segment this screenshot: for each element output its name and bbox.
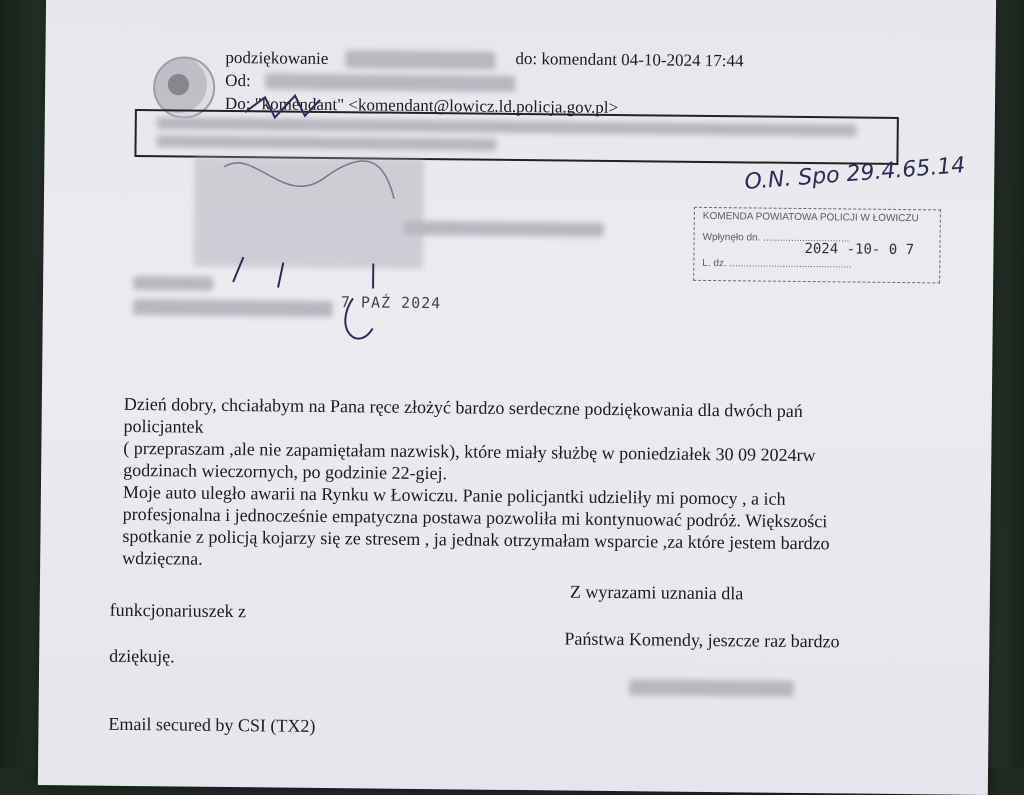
to-line: Do: "komendant" <komendant@lowicz.ld.policja.gov.pl> bbox=[224, 93, 619, 118]
handwritten-scribble bbox=[182, 87, 465, 360]
closing-right-2: Państwa Komendy, jeszcze raz bardzo bbox=[564, 628, 840, 652]
security-note: Email secured by CSI (TX2) bbox=[108, 713, 316, 736]
body-line: policjantek bbox=[123, 415, 204, 437]
received-date-stamp: 7 PAŹ 2024 bbox=[340, 293, 442, 313]
from-label: Od: bbox=[225, 70, 251, 91]
stamp-received-label: Wpłynęło dn. ............................... bbox=[702, 231, 850, 245]
redacted-subject bbox=[345, 50, 495, 70]
body-line: ( przepraszam ,ale nie zapamiętałam nazwisk), które miały służbę w poniedziałek 30 09 2024rw bbox=[123, 437, 816, 466]
stamp-org: KOMENDA POWIATOWA POLICJI W ŁOWICZU bbox=[702, 210, 919, 225]
body-line: Dzień dobry, chciałabym na Pana ręce złożyć bardzo serdeczne podziękowania dla dwóch pań bbox=[123, 393, 803, 421]
handwritten-reference: O.N. Spo 29.4.65.14 bbox=[743, 153, 967, 195]
subject-suffix: do: komendant 04-10-2024 17:44 bbox=[515, 48, 744, 71]
body-line: profesjonalna i jednocześnie empatyczna postawa pozwoliła mi kontynuować podróż. Większości bbox=[122, 503, 828, 532]
closing-left-1: funkcjonariuszek z bbox=[109, 599, 247, 622]
redacted-signature-name bbox=[629, 679, 794, 697]
body-line: Moje auto uległo awarii na Rynku w Łowiczu. Panie policjantki udzieliły mi pomocy , a ich bbox=[122, 481, 786, 509]
stamp-ref-label: L. dz. ............................................ bbox=[702, 257, 852, 271]
body-line: godzinach wieczornych, po godzinie 22-giej. bbox=[123, 459, 448, 484]
body-line: wdzięczna. bbox=[122, 547, 203, 569]
subject-prefix: podziękowanie bbox=[225, 47, 329, 69]
closing-left-2: dziękuję. bbox=[109, 645, 175, 667]
incoming-stamp bbox=[693, 207, 941, 284]
body-line: spotkanie z policją kojarzy się ze stresem , ja jednak otrzymałam wsparcie ,za które jestem bardzo bbox=[122, 525, 830, 554]
document-sheet bbox=[38, 0, 996, 795]
closing-right-1: Z wyrazami uznania dla bbox=[569, 581, 744, 604]
stamp-received-date: 2024 -10- 0 7 bbox=[804, 241, 915, 259]
subject-line bbox=[225, 47, 328, 70]
